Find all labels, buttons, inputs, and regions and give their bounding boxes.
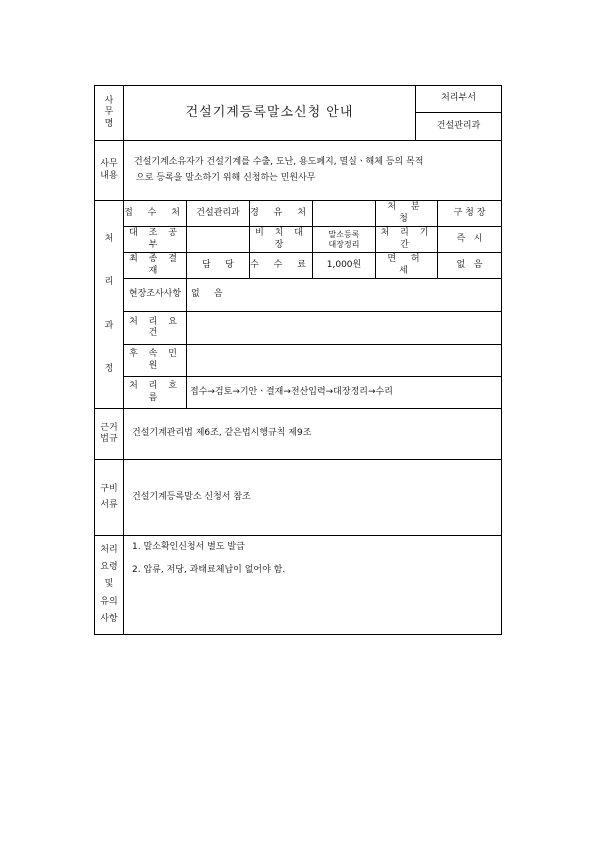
kept-register-label: 비 치 대 장 bbox=[250, 227, 313, 253]
application-guide-form bbox=[94, 85, 502, 635]
legal-basis-text: 건설기계관리법 제6조, 같은법시행규칙 제9조 bbox=[124, 409, 501, 460]
label-char: 정 bbox=[104, 363, 114, 374]
affair-name-label-char: 무 bbox=[104, 107, 114, 118]
fee-value: 1,000원 bbox=[313, 253, 376, 279]
followup-label: 후 속 민 원 bbox=[124, 345, 187, 377]
affair-content-text bbox=[124, 141, 501, 201]
label-line: 처리 bbox=[100, 545, 118, 556]
affair-name-label-char: 사 bbox=[104, 96, 114, 107]
required-documents-label bbox=[95, 460, 124, 536]
label-line: 내용 bbox=[100, 170, 118, 181]
process-flow-value: 접수→검토→기안ㆍ결재→전산입력→대장정리→수리 bbox=[187, 377, 501, 409]
label-char: 처 bbox=[104, 234, 114, 244]
requirements-label: 처 리 요 건 bbox=[124, 312, 187, 345]
final-approval-label: 최 종 결 재 bbox=[124, 253, 187, 279]
label-line: 및 bbox=[104, 579, 114, 590]
via-office-value bbox=[313, 201, 376, 227]
affair-content-line: 으로 등록을 말소하기 위해 신청하는 민원사무 bbox=[136, 172, 316, 183]
label-line: 사항 bbox=[100, 613, 118, 624]
department-label: 처리부서 bbox=[416, 86, 501, 113]
processing-notes-text bbox=[124, 536, 501, 634]
affair-name-label-char: 명 bbox=[104, 118, 114, 129]
via-office-label: 경 유 처 bbox=[250, 201, 313, 227]
disposal-office-label: 처 분 청 bbox=[376, 201, 438, 227]
department-value: 건설관리과 bbox=[416, 113, 501, 141]
requirements-value bbox=[187, 312, 501, 345]
disposal-office-value: 구 청 장 bbox=[438, 201, 501, 227]
label-line: 구비 bbox=[100, 484, 118, 495]
process-flow-label: 처 리 흐 름 bbox=[124, 377, 187, 409]
receipt-office-label: 접 수 처 bbox=[124, 201, 187, 227]
kept-register-line: 대장정리 bbox=[328, 239, 360, 249]
label-line: 법규 bbox=[100, 434, 118, 444]
site-investigation-label: 현장조사사항 bbox=[124, 279, 187, 312]
legal-basis-label bbox=[95, 409, 124, 460]
reference-ledger-value bbox=[187, 227, 250, 253]
document-title: 건설기계등록말소신청 안내 bbox=[124, 86, 416, 141]
affair-content-line: 건설기계소유자가 건설기계를 수출, 도난, 용도폐지, 멸실ㆍ해체 등의 목적 bbox=[134, 157, 424, 167]
processing-period-label: 처 리 기 간 bbox=[376, 227, 438, 253]
final-approval-value: 담 당 bbox=[187, 253, 250, 279]
reference-ledger-label: 대 조 공 부 bbox=[124, 227, 187, 253]
affair-content-label bbox=[95, 141, 124, 201]
site-investigation-value: 없 음 bbox=[187, 279, 501, 312]
label-line: 사무 bbox=[100, 159, 118, 170]
note-item: 1. 말소확인신청서 별도 발급 bbox=[132, 542, 245, 552]
processing-period-value: 즉 시 bbox=[438, 227, 501, 253]
label-line: 유의 bbox=[100, 596, 118, 607]
label-line: 서류 bbox=[100, 499, 118, 510]
kept-register-line: 말소등록 bbox=[328, 230, 360, 240]
receipt-office-value: 건설관리과 bbox=[187, 201, 250, 227]
processing-notes-label bbox=[95, 536, 124, 634]
followup-value bbox=[187, 345, 501, 377]
note-item: 2. 압류, 저당, 과태료체납이 없어야 함. bbox=[132, 565, 286, 576]
license-tax-value: 없 음 bbox=[438, 253, 501, 279]
kept-register-value bbox=[313, 227, 376, 253]
license-tax-label: 면 허 세 bbox=[376, 253, 438, 279]
fee-label: 수 수 료 bbox=[250, 253, 313, 279]
required-documents-text: 건설기계등록말소 신청서 참조 bbox=[124, 460, 501, 536]
label-char: 과 bbox=[104, 320, 114, 331]
label-line: 요령 bbox=[100, 562, 118, 573]
process-label bbox=[95, 201, 124, 409]
label-line: 근거 bbox=[100, 422, 118, 433]
affair-name-label bbox=[95, 86, 124, 141]
label-char: 리 bbox=[104, 277, 114, 288]
